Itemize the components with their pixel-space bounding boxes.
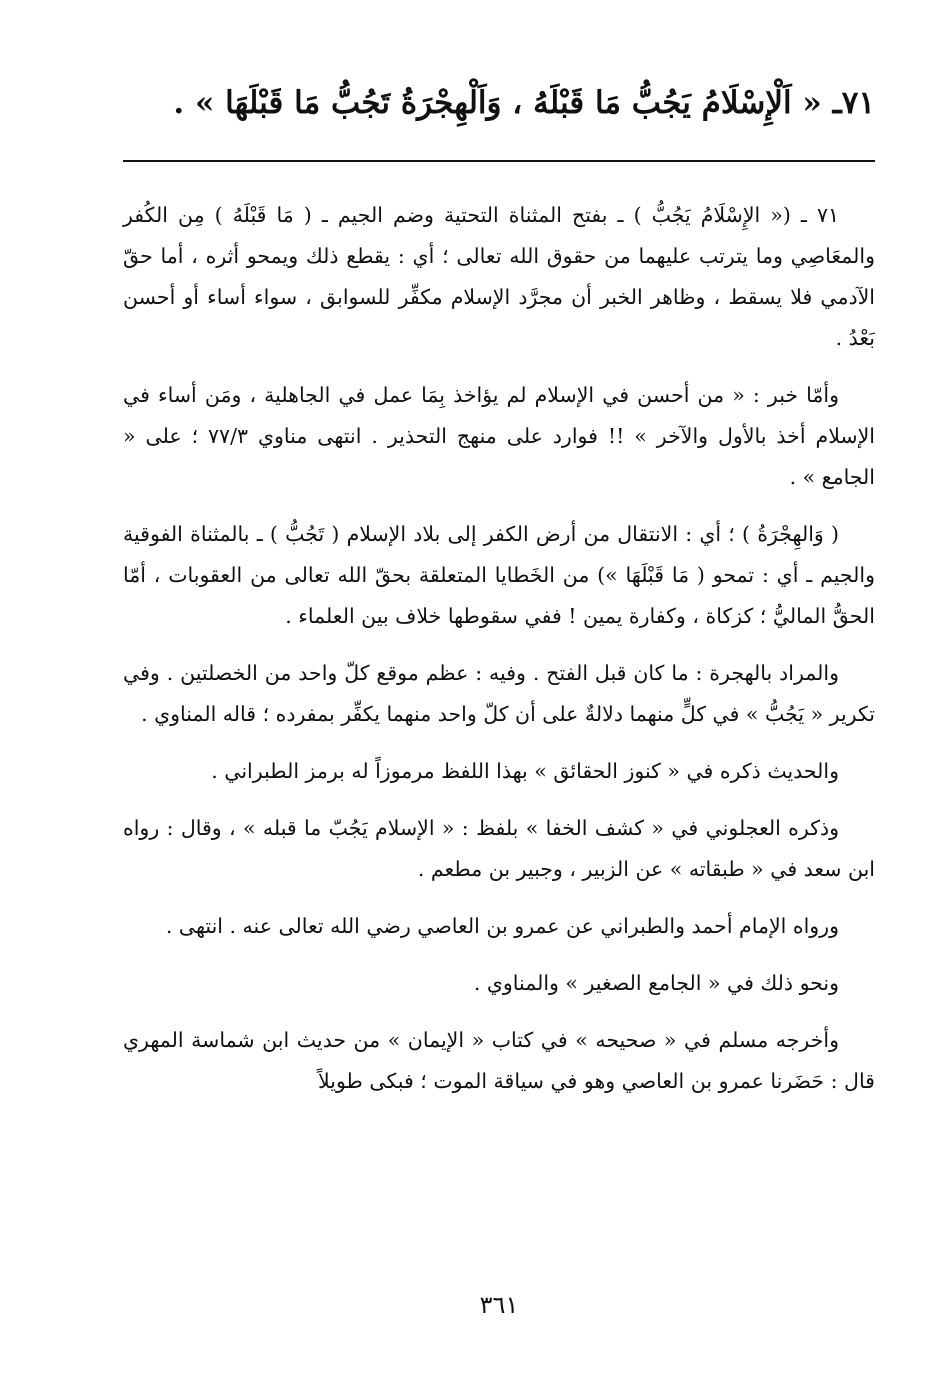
paragraph: والحديث ذكره في « كنوز الحقائق » بهذا اللفظ مرموزاً له برمز الطبراني . <box>211 759 839 783</box>
hadith-text: « اَلْإِسْلَامُ يَجُبُّ مَا قَبْلَهُ ، وَاَلْهِجْرَةُ تَجُبُّ مَا قَبْلَهَا » . <box>173 85 822 121</box>
commentary-body <box>123 195 875 1118</box>
document-page <box>120 0 875 1375</box>
paragraph: وذكره العجلوني في « كشف الخفا » بلفظ : « الإسلام يَجُبّ ما قبله » ، وقال : رواه ابن سعد في « طبقاته » عن الزبير ، وجبير بن مطعم . <box>123 816 875 881</box>
paragraph: ورواه الإمام أحمد والطبراني عن عمرو بن العاصي رضي الله تعالى عنه . انتهى . <box>165 914 839 938</box>
hadith-heading <box>120 78 875 128</box>
paragraph: وأمّا خبر : « من أحسن في الإسلام لم يؤاخذ بِمَا عمل في الجاهلية ، ومَن أساء في الإسلام أخذ بالأول والآخر » !! فوارد على منهج التحذير . انتهى مناوي ٧٧/٣ ؛ على « الجامع » . <box>123 383 875 489</box>
paragraph: ٧١ ـ (« الإِسْلَامُ يَجُبُّ ) ـ بفتح المثناة التحتية وضم الجيم ـ ( مَا قَبْلَهُ ) مِن الكُفر والمعَاصِي وما يترتب عليهما من حقوق الله تعالى ؛ أي : يقطع ذلك ويمحو أثره ، أما حقّ الآدمي فلا يسقط ، وظاهر الخبر أن مجرَّد الإسلام مكفِّر للسوابق ، سواء أساء أو أحسن بَعْدُ . <box>123 203 875 350</box>
paragraph: ( وَالهِجْرَةُ ) ؛ أي : الانتقال من أرض الكفر إلى بلاد الإسلام ( تَجُبُّ ) ـ بالمثناة الفوقية والجيم ـ أي : تمحو ( مَا قَبْلَهَا ») من الخَطايا المتعلقة بحقّ الله تعالى من العقوبات ، أمّا الحقُّ الماليُّ ؛ كزكاة ، وكفارة يمين ! ففي سقوطها خلاف بين العلماء . <box>123 522 875 628</box>
paragraph: والمراد بالهجرة : ما كان قبل الفتح . وفيه : عظم موقع كلّ واحد من الخصلتين . وفي تكرير « يَجُبُّ » في كلٍّ منهما دلالةٌ على أن كلّ واحد منهما يكفِّر بمفرده ؛ قاله المناوي . <box>123 661 875 726</box>
hadith-number: ٧١ـ <box>832 85 875 121</box>
heading-divider <box>123 160 875 162</box>
page-number: ٣٦١ <box>479 1291 519 1319</box>
paragraph: وأخرجه مسلم في « صحيحه » في كتاب « الإيمان » من حديث ابن شماسة المهري قال : حَضَرنا عمرو بن العاصي وهو في سياقة الموت ؛ فبكى طويلاً <box>123 1028 875 1093</box>
paragraph: ونحو ذلك في « الجامع الصغير » والمناوي . <box>473 971 839 995</box>
